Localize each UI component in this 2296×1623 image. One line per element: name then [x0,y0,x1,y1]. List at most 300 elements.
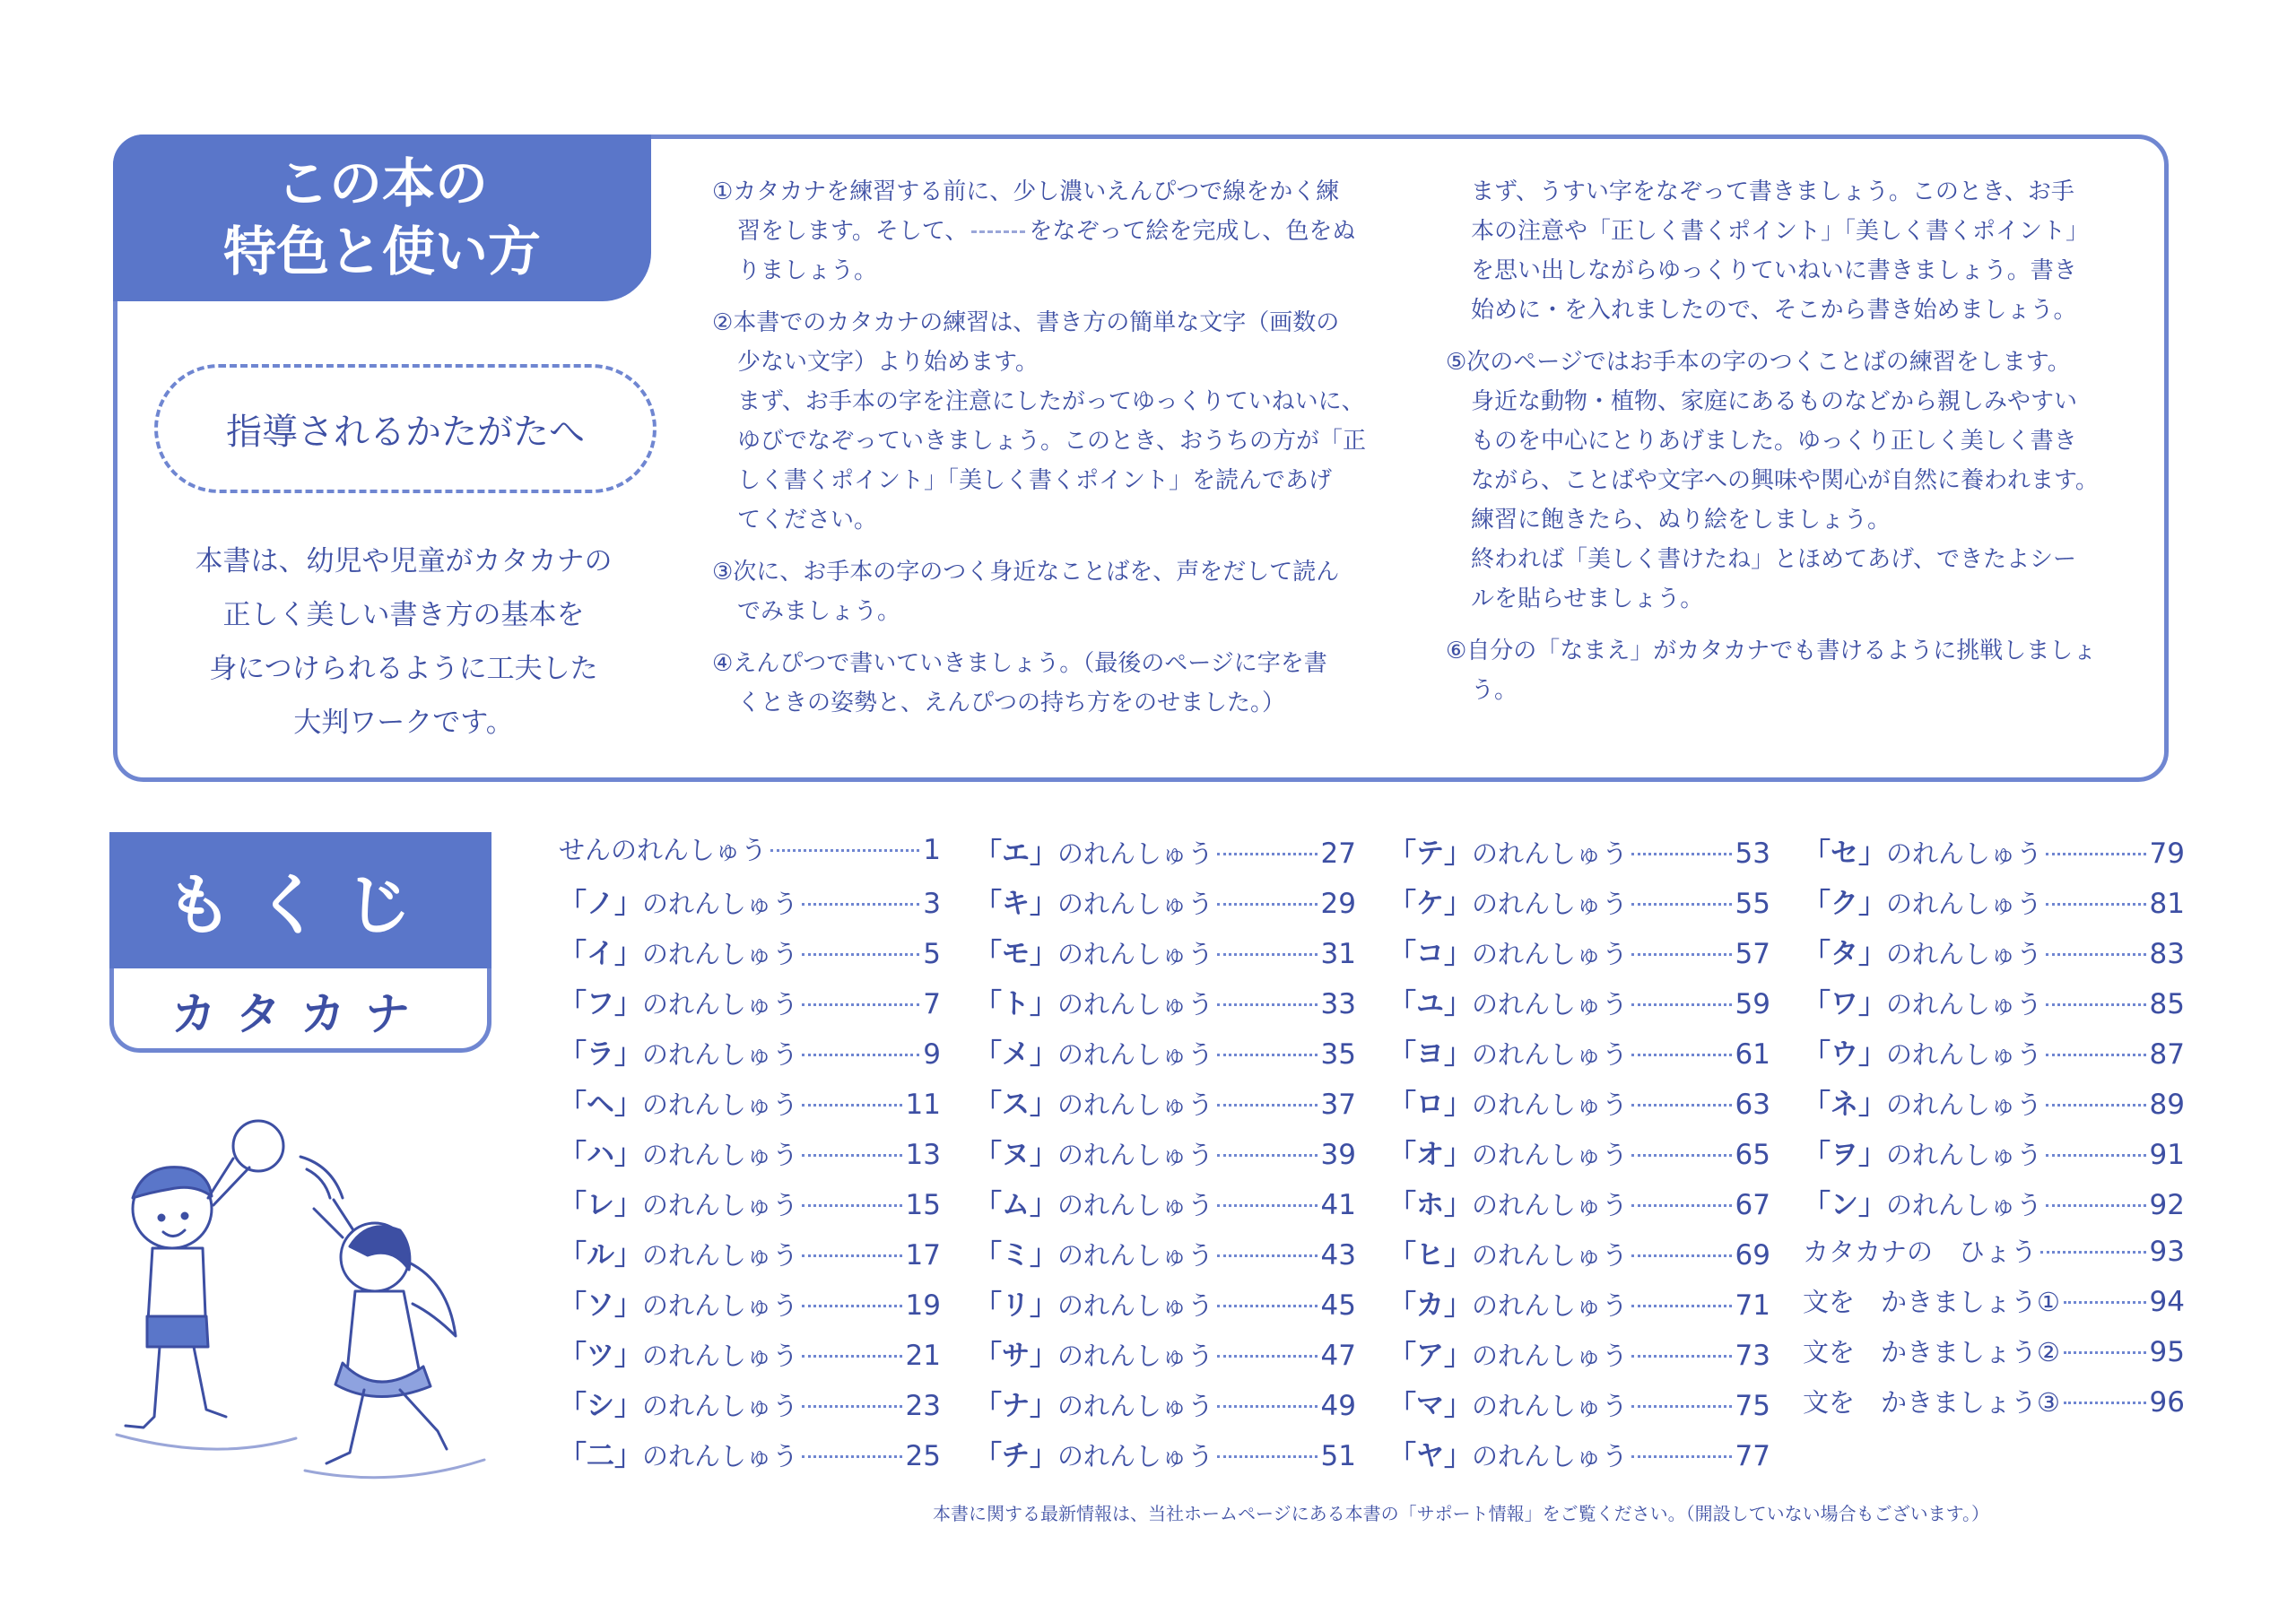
toc-entry-label: 文を かきましょう② [1803,1337,2060,1367]
toc-page-number: 63 [1735,1089,1770,1121]
toc-leader-dots [1217,1254,1318,1257]
toc-entry-label [1803,1182,2042,1222]
instruction-line: ながら、ことばや文字への興味や関心が自然に養われます。 [1471,467,2099,494]
toc-leader-dots [1217,1054,1318,1056]
toc-entry-label [559,1332,798,1373]
instruction-3 [712,552,1366,631]
toc-entry-label [974,1182,1213,1222]
toc-entry-kana: 「ウ」 [1803,1038,1886,1071]
toc-entry [559,1031,941,1081]
toc-entry [974,1081,1356,1132]
toc-entry-suffix: のれんしゅう [642,1290,799,1321]
instruction-line: くときの姿勢と、えんぴつの持ち方をのせました。） [737,690,1286,716]
toc-leader-dots [802,953,919,956]
dashed-line-sample [971,230,1025,233]
toc-leader-dots [1631,1355,1732,1358]
toc-page-number: 73 [1735,1340,1770,1372]
instruction-line: を思い出しながらゆっくりていねいに書きましょう。書き [1471,257,2077,284]
instruction-5 [1446,343,2099,619]
toc-entry-kana: 「ヨ」 [1388,1038,1472,1071]
instruction-line: まず、お手本の字を注意にしたがってゆっくりていねいに、 [737,388,1365,415]
toc-entry [1803,1332,2185,1383]
toc-page-number: 55 [1735,888,1770,920]
toc-entry-kana: 「ケ」 [1388,888,1472,920]
toc-entry [1803,1232,2185,1282]
toc-entry-label [1388,931,1628,971]
toc-leader-dots [802,1305,902,1307]
toc-entry [559,981,941,1031]
toc-leader-dots [1631,1204,1732,1207]
toc-entry-kana: 「コ」 [1388,938,1472,970]
toc-entry-label [974,1031,1213,1072]
toc-entry [1803,1132,2185,1182]
toc-entry-suffix: のれんしゅう [1057,1391,1214,1421]
toc-leader-dots [1217,1355,1318,1358]
toc-page-number: 87 [2149,1038,2185,1071]
toc-entry-suffix: のれんしゅう [1472,1290,1629,1321]
toc-entry-kana: 「チ」 [974,1440,1057,1472]
toc-page-number: 79 [2149,838,2185,870]
toc-entry-suffix: のれんしゅう [1886,989,2043,1020]
toc-page-number: 59 [1735,988,1770,1020]
toc-entry-label [559,1282,798,1323]
toc-entry-kana: 「ノ」 [559,888,642,920]
toc-entry [1388,1132,1770,1182]
toc-leader-dots [1217,953,1318,956]
toc-page-number: 91 [2149,1139,2185,1171]
toc-entry-kana: 「カ」 [1388,1289,1472,1322]
toc-entry-suffix: のれんしゅう [1472,1391,1629,1421]
toc-leader-dots [1217,853,1318,855]
toc-entry-kana: 「ヒ」 [1388,1239,1472,1271]
toc-entry-label [559,1383,798,1423]
footer-note: 本書に関する最新情報は、当社ホームページにある本書の「サポート情報」をご覧ください。（開設していない場合もございます。） [933,1503,1989,1524]
instruction-line: でみましょう。 [737,598,901,625]
toc-entry-label: 文を かきましょう① [1803,1287,2060,1317]
toc-entry-label: 文を かきましょう③ [1803,1387,2060,1418]
features-title [113,135,651,301]
toc-leader-dots [802,1405,902,1408]
toc-entry-label [1803,1132,2042,1172]
toc-page-number: 5 [923,938,941,970]
toc-entry-label [1388,830,1628,871]
toc-page-number: 61 [1735,1038,1770,1071]
toc-entry-suffix: のれんしゅう [1472,838,1629,869]
toc-entry-label [559,1232,798,1272]
toc-entry-kana: 「ヤ」 [1388,1440,1472,1472]
toc-entry-suffix: のれんしゅう [1057,1341,1214,1371]
instruction-6 [1446,631,2099,710]
toc-page-number: 39 [1320,1139,1356,1171]
toc-entry [1388,830,1770,881]
toc-column-4 [1803,830,2185,1433]
toc-page-number: 85 [2149,988,2185,1020]
intro-line: 正しく美しい書き方の基本を [222,599,585,631]
toc-entry-suffix: のれんしゅう [1472,889,1629,919]
toc-leader-dots [1217,1104,1318,1107]
instruction-line: 始めに・を入れましたので、そこから書き始めましょう。 [1471,297,2077,324]
toc-entry [1803,1182,2185,1232]
toc-entry-label [1388,881,1628,921]
toc-page-number: 13 [905,1139,941,1171]
toc-entry-kana: 「ワ」 [1803,988,1886,1020]
toc-entry-label [1388,1232,1628,1272]
toc-page-number: 53 [1735,838,1770,870]
toc-entry [974,830,1356,881]
toc-entry [559,881,941,931]
toc-entry [974,1433,1356,1483]
toc-entry-label [1803,881,2042,921]
toc-entry-suffix: のれんしゅう [1057,1089,1214,1120]
toc-entry-kana: 「ネ」 [1803,1089,1886,1121]
toc-entry [1388,1182,1770,1232]
toc-leader-dots [1217,1455,1318,1458]
toc-entry-suffix: のれんしゅう [1057,838,1214,869]
toc-entry-kana: 「メ」 [974,1038,1057,1071]
toc-page-number: 9 [923,1038,941,1071]
instruction-4-continued [1446,172,2099,330]
title-line-2: 特色と使い方 [222,221,541,282]
toc-entry [1388,1332,1770,1383]
toc-entry-suffix: のれんしゅう [642,1341,799,1371]
toc-leader-dots [1631,1405,1732,1408]
toc-entry-kana: 「フ」 [559,988,642,1020]
toc-leader-dots [2064,1301,2146,1304]
toc-entry-kana: 「ム」 [974,1189,1057,1221]
toc-entry-suffix: のれんしゅう [642,989,799,1020]
toc-entry-label [559,981,798,1021]
guidance-pill: 指導されるかたがたへ [154,364,657,493]
toc-entry [559,1282,941,1332]
toc-entry-suffix: のれんしゅう [1057,1190,1214,1220]
instruction-line: てください。 [737,507,878,534]
toc-page-number: 67 [1735,1189,1770,1221]
toc-entry-suffix: のれんしゅう [642,889,799,919]
toc-leader-dots [2046,1204,2146,1207]
toc-leader-dots [802,1355,902,1358]
toc-leader-dots [1217,903,1318,906]
toc-entry-kana: 「ヲ」 [1803,1139,1886,1171]
toc-leader-dots [2046,1154,2146,1157]
toc-page-number: 33 [1320,988,1356,1020]
toc-entry-kana: 「ヘ」 [559,1089,642,1121]
toc-entry-kana: 「ア」 [1388,1340,1472,1372]
toc-page-number: 11 [905,1089,941,1121]
toc-page-number: 81 [2149,888,2185,920]
toc-leader-dots [2040,1251,2146,1254]
toc-entry [974,1031,1356,1081]
toc-entry-kana: 「レ」 [559,1189,642,1221]
toc-leader-dots [1631,1003,1732,1006]
toc-entry-kana: 「ホ」 [1388,1189,1472,1221]
toc-entry-label [1803,981,2042,1021]
instruction-line: まず、うすい字をなぞって書きましょう。このとき、お手 [1471,178,2074,205]
toc-entry [1803,931,2185,981]
ball-icon [233,1121,283,1171]
toc-entry [1803,1383,2185,1433]
toc-entry-kana: 「ラ」 [559,1038,642,1071]
toc-leader-dots [1631,853,1732,855]
toc-entry-kana: 「タ」 [1803,938,1886,970]
toc-entry-kana: 「セ」 [1803,838,1886,870]
instruction-4 [712,644,1366,723]
toc-entry-suffix: のれんしゅう [1057,1290,1214,1321]
toc-entry [974,881,1356,931]
toc-entry [974,1332,1356,1383]
toc-entry-kana: 「ハ」 [559,1139,642,1171]
instruction-line: りましょう。 [737,257,878,284]
toc-entry [559,1383,941,1433]
toc-entry [1388,881,1770,931]
toc-entry-suffix: のれんしゅう [642,1441,799,1471]
toc-entry [559,1232,941,1282]
toc-entry-label [974,981,1213,1021]
toc-entry-suffix: のれんしゅう [1057,1039,1214,1070]
toc-page-number: 45 [1320,1289,1356,1322]
toc-leader-dots [2046,1104,2146,1107]
toc-entry [559,1182,941,1232]
toc-leader-dots [1631,1104,1732,1107]
toc-leader-dots [2046,903,2146,906]
toc-entry [974,1182,1356,1232]
toc-page-number: 51 [1320,1440,1356,1472]
toc-page-number: 69 [1735,1239,1770,1271]
toc-entry-kana: 「ナ」 [974,1390,1057,1422]
toc-entry [1803,1031,2185,1081]
toc-leader-dots [1631,903,1732,906]
toc-page-number: 77 [1735,1440,1770,1472]
toc-entry-kana: 「マ」 [1388,1390,1472,1422]
toc-entry-kana: 「リ」 [974,1289,1057,1322]
instruction-text: 習をします。そして、 [737,218,969,245]
toc-entry-label: せんのれんしゅう [559,835,768,865]
toc-leader-dots [1631,1254,1732,1257]
toc-entry-label [559,1182,798,1222]
toc-entry-label [1388,1383,1628,1423]
toc-entry-label [974,1383,1213,1423]
toc-leader-dots [2064,1402,2146,1404]
instruction-2 [712,303,1366,540]
toc-page-number: 25 [905,1440,941,1472]
toc-page-number: 17 [905,1239,941,1271]
instruction-line: ⑤次のページではお手本の字のつくことばの練習をします。 [1446,349,2071,376]
toc-page-number: 31 [1320,938,1356,970]
toc-entry-suffix: のれんしゅう [1472,1240,1629,1271]
toc-entry [1803,981,2185,1031]
toc-leader-dots [2064,1351,2146,1354]
instruction-line: ②本書でのカタカナの練習は、書き方の簡単な文字（画数の [712,309,1340,336]
toc-page-number: 47 [1320,1340,1356,1372]
toc-entry-suffix: のれんしゅう [642,1089,799,1120]
toc-entry-suffix: のれんしゅう [1886,1039,2043,1070]
toc-entry-label [1388,1332,1628,1373]
toc-entry-kana: 「ン」 [1803,1189,1886,1221]
guidance-intro [152,534,655,750]
toc-page-number: 37 [1320,1089,1356,1121]
toc-leader-dots [802,903,919,906]
instruction-line: しく書くポイント」「美しく書くポイント」を読んであげ [737,467,1333,494]
toc-entry-label [974,881,1213,921]
intro-line: 本書は、幼児や児童がカタカナの [195,545,613,577]
toc-entry-suffix: のれんしゅう [1472,1190,1629,1220]
toc-entry-label [1388,1031,1628,1072]
toc-entry-kana: 「モ」 [974,938,1057,970]
toc-leader-dots [2046,853,2146,855]
toc-leader-dots [802,1455,902,1458]
toc-entry-label [974,1132,1213,1172]
toc-entry [1803,881,2185,931]
toc-entry [1388,1031,1770,1081]
toc-entry-kana: 「ト」 [974,988,1057,1020]
toc-entry-label [974,1332,1213,1373]
toc-leader-dots [802,1154,902,1157]
toc-leader-dots [1631,1154,1732,1157]
instruction-line: 練習に飽きたら、ぬり絵をしましょう。 [1471,507,1892,534]
toc-entry [1388,1282,1770,1332]
instruction-line: 身近な動物・植物、家庭にあるものなどから親しみやすい [1471,388,2078,415]
toc-entry-label [974,830,1213,871]
toc-entry-label [974,931,1213,971]
toc-page-number: 15 [905,1189,941,1221]
toc-entry-label [559,931,798,971]
toc-entry-kana: 「ツ」 [559,1340,642,1372]
toc-entry-suffix: のれんしゅう [1057,1441,1214,1471]
toc-column-3 [1388,830,1770,1483]
toc-entry-suffix: のれんしゅう [1472,1140,1629,1170]
toc-entry-suffix: のれんしゅう [642,939,799,969]
toc-entry-suffix: のれんしゅう [1886,1140,2043,1170]
toc-entry-label [1388,1282,1628,1323]
toc-entry [559,931,941,981]
toc-leader-dots [1217,1405,1318,1408]
toc-page-number: 93 [2149,1236,2185,1268]
toc-entry [1803,830,2185,881]
toc-entry-kana: 「二」 [559,1440,642,1472]
toc-entry [974,1383,1356,1433]
toc-entry-suffix: のれんしゅう [1886,838,2043,869]
toc-entry-kana: 「オ」 [1388,1139,1472,1171]
toc-page-number: 75 [1735,1390,1770,1422]
toc-entry-label [974,1232,1213,1272]
toc-entry-suffix: のれんしゅう [642,1140,799,1170]
intro-line: 身につけられるように工夫した [209,653,598,685]
toc-entry [559,1433,941,1483]
toc-leader-dots [2046,1003,2146,1006]
toc-entry [1388,1433,1770,1483]
toc-entry [974,981,1356,1031]
instruction-line: ルを貼らせましょう。 [1471,586,1704,612]
toc-leader-dots [2046,1054,2146,1056]
toc-page-number: 95 [2149,1336,2185,1368]
toc-entry-label [1388,1132,1628,1172]
toc-entry-suffix: のれんしゅう [1057,989,1214,1020]
toc-entry-kana: 「キ」 [974,888,1057,920]
toc-column-1 [559,830,941,1483]
toc-entry [559,830,941,881]
toc-page-number: 65 [1735,1139,1770,1171]
toc-page-number: 29 [1320,888,1356,920]
toc-leader-dots [802,1104,902,1107]
toc-entry-suffix: のれんしゅう [1472,989,1629,1020]
toc-entry-kana: 「ソ」 [559,1289,642,1322]
toc-title: もくじ [109,832,491,968]
toc-leader-dots [770,849,919,852]
toc-entry-label [559,1132,798,1172]
toc-page-number: 21 [905,1340,941,1372]
toc-entry-suffix: のれんしゅう [642,1190,799,1220]
instruction-line: ③次に、お手本の字のつく身近なことばを、声をだして読ん [712,559,1340,586]
toc-entry-suffix: のれんしゅう [1472,1341,1629,1371]
toc-entry [1803,1282,2185,1332]
toc-page-number: 94 [2149,1286,2185,1318]
toc-entry-label [559,881,798,921]
toc-leader-dots [1631,1305,1732,1307]
toc-entry-suffix: のれんしゅう [1472,1089,1629,1120]
toc-entry-label: カタカナの ひょう [1803,1237,2038,1267]
toc-entry-label [974,1282,1213,1323]
toc-page-number: 96 [2149,1386,2185,1419]
toc-entry-kana: 「ル」 [559,1239,642,1271]
instruction-line: ⑥自分の「なまえ」がカタカナでも書けるように挑戦しましょ [1446,638,2097,664]
toc-entry-kana: 「ス」 [974,1089,1057,1121]
instruction-text: をなぞって絵を完成し、色をぬ [1029,218,1356,245]
toc-entry-suffix: のれんしゅう [1472,939,1629,969]
toc-entry-suffix: のれんしゅう [1057,939,1214,969]
toc-entry-label [1803,1031,2042,1072]
toc-leader-dots [1217,1003,1318,1006]
toc-leader-dots [802,1254,902,1257]
toc-entry-kana: 「ミ」 [974,1239,1057,1271]
toc-entry-suffix: のれんしゅう [1886,1190,2043,1220]
toc-entry [1388,1383,1770,1433]
instruction-line: う。 [1471,677,1518,704]
toc-entry [974,931,1356,981]
toc-entry [1388,1081,1770,1132]
toc-entry [974,1132,1356,1182]
toc-entry [974,1232,1356,1282]
instructions-column-1 [712,172,1366,735]
toc-page-number: 3 [923,888,941,920]
instruction-line [712,212,1366,251]
toc-leader-dots [802,1054,919,1056]
toc-entry-label [1803,931,2042,971]
instruction-1 [712,172,1366,291]
toc-page-number: 23 [905,1390,941,1422]
instruction-line: ゆびでなぞっていきましょう。このとき、おうちの方が「正 [737,428,1366,455]
toc-entry-suffix: のれんしゅう [1057,1240,1214,1271]
toc-entry-kana: 「イ」 [559,938,642,970]
toc-page-number: 41 [1320,1189,1356,1221]
toc-entry-suffix: のれんしゅう [1886,939,2043,969]
instruction-line: 少ない文字）より始めます。 [737,349,1039,376]
toc-leader-dots [2046,953,2146,956]
intro-line: 大判ワークです。 [293,707,514,739]
toc-leader-dots [802,1204,902,1207]
toc-entry-suffix: のれんしゅう [1472,1039,1629,1070]
toc-entry-kana: 「エ」 [974,838,1057,870]
toc-page-number: 1 [923,834,941,866]
toc-page-number: 35 [1320,1038,1356,1071]
toc-page-number: 49 [1320,1390,1356,1422]
children-playing-ball-illustration [108,1112,520,1497]
toc-entry-suffix: のれんしゅう [1057,889,1214,919]
instruction-line: 本の注意や「正しく書くポイント」「美しく書くポイント」 [1471,218,2090,245]
instruction-line: ④えんぴつで書いていきましょう。（最後のページに字を書 [712,650,1327,677]
toc-entry-suffix: のれんしゅう [1057,1140,1214,1170]
toc-leader-dots [1217,1154,1318,1157]
toc-leader-dots [1631,1455,1732,1458]
toc-entry-label [1803,1081,2042,1122]
